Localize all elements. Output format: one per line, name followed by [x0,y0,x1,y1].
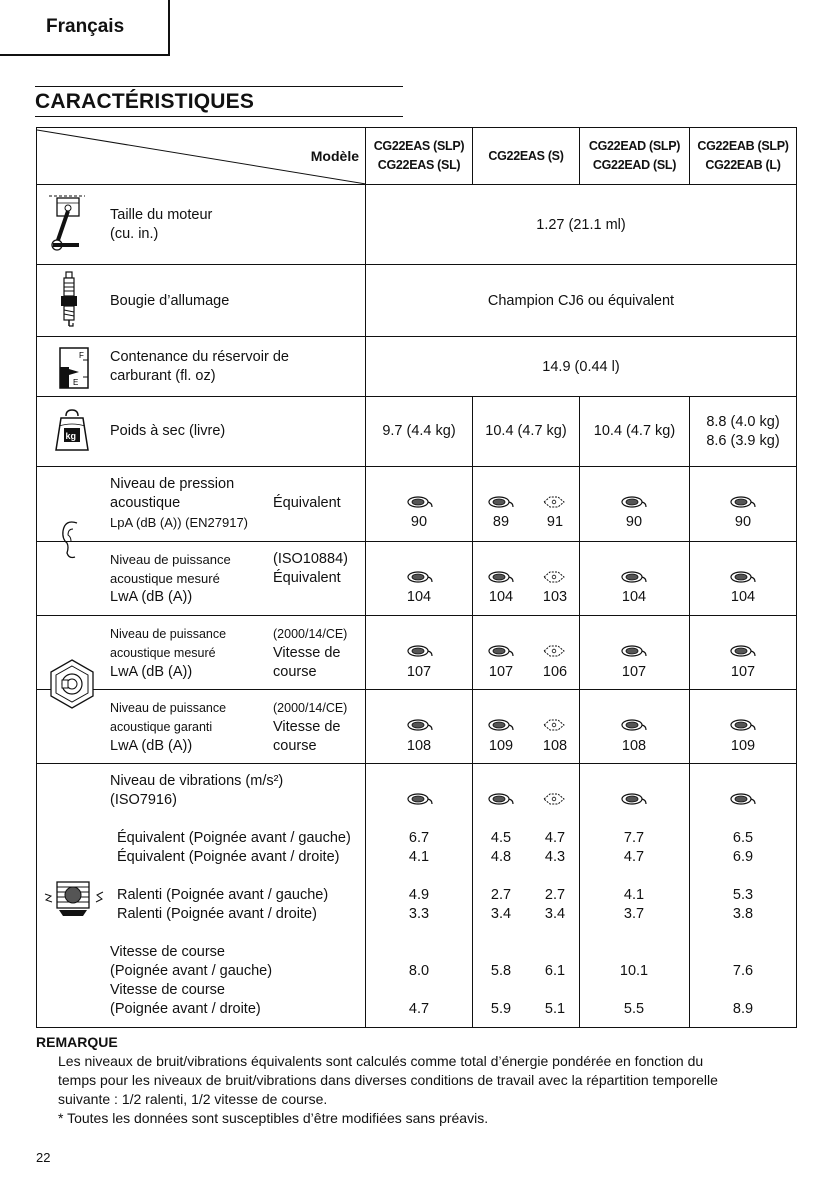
model-col-1: CG22EAS (SLP) CG22EAS (SL) [366,128,473,185]
model-label: Modèle [310,148,359,164]
sound-power-iso-col-3: 104 [580,542,690,616]
head-icon [620,718,648,732]
spark-plug-value: Champion CJ6 ou équivalent [366,265,797,337]
sound-power-guaranteed-col-1: 108 [366,690,473,764]
vibration-col-4: 6.5 6.9 5.3 3.8 7.6 8.9 [690,764,797,1028]
model-header-cell [37,128,366,185]
model-col-3: CG22EAD (SLP) CG22EAD (SL) [580,128,690,185]
remark-heading: REMARQUE [36,1034,118,1050]
weight-col-2: 10.4 (4.7 kg) [473,397,580,467]
spark-plug-icon [59,271,79,335]
head-icon [620,570,648,584]
head-icon [620,644,648,658]
head-icon [406,495,434,509]
page-number: 22 [36,1150,51,1165]
sound-power-measured-row: Niveau de puissance acoustique mesuré LwA (dB (A)) (2000/14/CE) Vitesse de course [37,616,366,690]
head-alt-icon [541,570,569,584]
vibration-col-3: 7.7 4.7 4.1 3.7 10.1 5.5 [580,764,690,1028]
head-icon [729,644,757,658]
spec-table [36,127,797,1028]
sound-power-guaranteed-col-4: 109 [690,690,797,764]
head-icon [729,792,757,806]
head-icon [729,718,757,732]
fuel-gauge-icon [59,347,91,393]
sound-pressure-col-1: 90 [366,467,473,542]
svg-text:kg: kg [65,431,77,441]
engine-size-value: 1.27 (21.1 ml) [366,185,797,265]
svg-text:E: E [73,378,79,387]
fuel-tank-value: 14.9 (0.44 l) [366,337,797,397]
sound-power-guaranteed-col-2: 109 108 [473,690,580,764]
title-rule-top [35,86,403,87]
sound-power-measured-col-2: 107 106 [473,616,580,690]
head-icon [406,570,434,584]
sound-power-measured-col-4: 107 [690,616,797,690]
piston-icon [47,193,89,261]
engine-size-row: Taille du moteur (cu. in.) [37,185,366,265]
weight-col-4: 8.8 (4.0 kg) 8.6 (3.9 kg) [690,397,797,467]
head-icon [487,495,515,509]
head-alt-icon [541,495,569,509]
sound-power-guaranteed-col-3: 108 [580,690,690,764]
head-icon [729,495,757,509]
head-icon [406,644,434,658]
weight-col-1: 9.7 (4.4 kg) [366,397,473,467]
head-icon [620,792,648,806]
head-alt-icon [541,718,569,732]
sound-pressure-col-4: 90 [690,467,797,542]
spark-plug-row: Bougie d’allumage [37,265,366,337]
weight-icon [53,408,91,458]
sound-pressure-row: Niveau de pression acoustique LpA (dB (A)) (EN27917) Équivalent [37,467,366,542]
sound-power-iso-col-4: 104 [690,542,797,616]
language-tab [0,0,170,56]
head-icon [487,718,515,732]
language-label: Français [46,16,125,37]
title-rule-bottom [35,116,403,117]
remark-text: Les niveaux de bruit/vibrations équivalents sont calculés comme total d’énergie pondérée en fonction du temps pour les niveaux de bruit/vibrations dans diverses conditions de travail avec la répartition temporelle suivante : 1/2 ralenti, 1/2 vitesse de course. * Toutes les données sont susceptibles d’être modifiées sans préavis. [58,1053,718,1126]
sound-power-iso-col-1: 104 [366,542,473,616]
sound-power-measured-col-3: 107 [580,616,690,690]
dry-weight-row: kg Poids à sec (livre) [37,397,366,467]
vibration-col-1: 6.7 4.1 4.9 3.3 8.0 4.7 [366,764,473,1028]
fuel-tank-row: F E Contenance du réservoir de carburant (fl. oz) [37,337,366,397]
head-icon [620,495,648,509]
svg-text:F: F [79,351,84,360]
head-icon [729,570,757,584]
head-icon [487,792,515,806]
vibration-engine-icon [43,874,105,922]
vibration-row: Niveau de vibrations (m/s²) (ISO7916) Équivalent (Poignée avant / gauche) Équivalent (Poignée avant / droite) Ralenti (Poignée avant / gauche) Ralenti (Poignée avant / droite) Vitesse de course (Poignée avant / gauche) Vitesse de course (Poignée avant / droite) [37,764,366,1028]
head-icon [406,718,434,732]
head-icon [487,644,515,658]
sound-power-iso-col-2: 104 103 [473,542,580,616]
model-col-4: CG22EAB (SLP) CG22EAB (L) [690,128,797,185]
page-title: CARACTÉRISTIQUES [35,90,255,113]
head-icon [487,570,515,584]
sound-pressure-col-2: 89 91 [473,467,580,542]
sound-power-measured-col-1: 107 [366,616,473,690]
vibration-col-2: 4.5 4.8 2.7 3.4 5.8 5.9 4.7 4.3 2.7 3.4 6.1 5.1 [473,764,580,1028]
head-alt-icon [541,644,569,658]
weight-col-3: 10.4 (4.7 kg) [580,397,690,467]
sound-pressure-col-3: 90 [580,467,690,542]
head-icon [406,792,434,806]
sound-power-iso-row: Niveau de puissance acoustique mesuré LwA (dB (A)) (ISO10884) Équivalent [37,542,366,616]
head-alt-icon [541,792,569,806]
model-col-2: CG22EAS (S) [473,128,580,185]
sound-power-guaranteed-row: Niveau de puissance acoustique garanti LwA (dB (A)) (2000/14/CE) Vitesse de course [37,690,366,764]
